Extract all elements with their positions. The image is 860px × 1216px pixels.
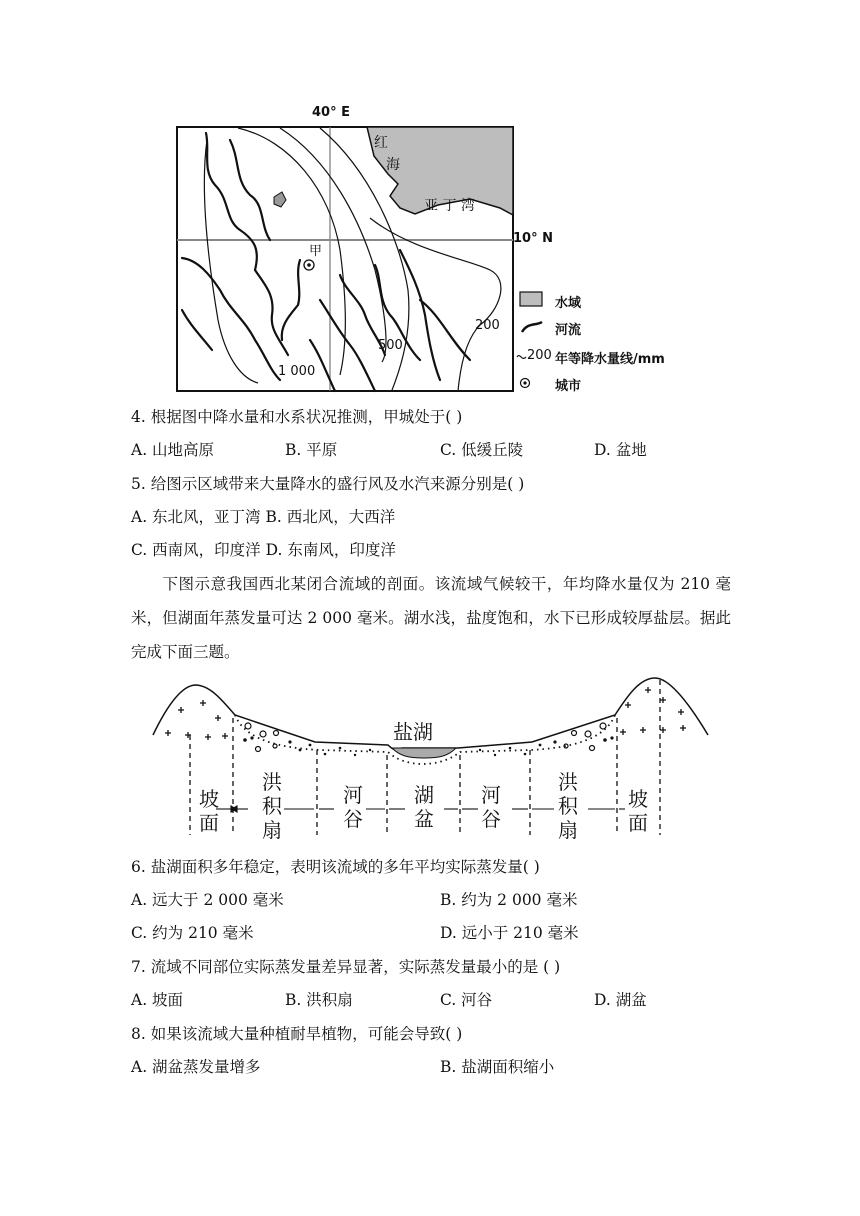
legend-water-label: 水域 — [555, 296, 582, 311]
legend-isohyet-label: 年等降水量线/mm — [555, 352, 665, 367]
q7-option-b: B. 洪积扇 — [285, 991, 353, 1009]
q7-option-c: C. 河谷 — [440, 991, 493, 1009]
latitude-label: 10° N — [513, 231, 553, 246]
q4-stem: 4. 根据图中降水量和水系状况推测，甲城处于( ) — [131, 408, 463, 426]
profile-figure — [150, 670, 715, 845]
longitude-label: 40° E — [312, 105, 350, 120]
q6-option-c: C. 约为 210 毫米 — [131, 924, 254, 942]
zone-lake-basin: 湖盆 — [414, 783, 434, 831]
zone-slope-left: 坡面 — [199, 787, 219, 835]
isohyet-label-200: 200 — [475, 318, 500, 333]
q7-option-d: D. 湖盆 — [594, 991, 647, 1009]
isohyet-1000 — [204, 140, 258, 383]
salt-lake-label: 盐湖 — [393, 720, 433, 744]
q7-stem: 7. 流域不同部位实际蒸发量差异显著，实际蒸发量最小的是 ( ) — [131, 958, 561, 976]
q8-option-b: B. 盐湖面积缩小 — [440, 1058, 555, 1076]
legend-water-swatch — [520, 292, 542, 306]
isohyet-label-500: 500 — [378, 338, 403, 353]
q8-stem: 8. 如果该流域大量种植耐旱植物，可能会导致( ) — [131, 1025, 463, 1043]
q7-option-a: A. 坡面 — [131, 991, 184, 1009]
q5-options-row1: A. 东北风，亚丁湾 B. 西北风，大西洋 — [131, 508, 396, 526]
legend-isohyet-sample: 200 — [527, 348, 552, 363]
legend-city-label: 城市 — [555, 379, 582, 394]
salt-lake — [392, 748, 456, 758]
q4-option-d: D. 盆地 — [594, 441, 647, 459]
lake — [274, 192, 286, 207]
city-label: 甲 — [309, 244, 323, 259]
legend-isohyet-symbol — [517, 356, 526, 359]
passage-text: 下图示意我国西北某闭合流域的剖面。该流域气候较干，年均降水量仅为 210 毫米，但湖面年蒸发量可达 2 000 毫米。湖水浅，盐度饱和，水下已形成较厚盐层。据此完成下面三题。 — [131, 575, 731, 661]
q4-option-b: B. 平原 — [285, 441, 338, 459]
gulf-label: 亚 丁 湾 — [424, 198, 475, 214]
q5-stem: 5. 给图示区域带来大量降水的盛行风及水汽来源分别是( ) — [131, 475, 525, 493]
q6-option-a: A. 远大于 2 000 毫米 — [131, 891, 284, 909]
legend-river-label: 河流 — [555, 323, 582, 338]
q8-option-a: A. 湖盆蒸发量增多 — [131, 1058, 261, 1076]
q4-option-c: C. 低缓丘陵 — [440, 441, 524, 459]
zone-slope-right: 坡面 — [628, 787, 648, 835]
zone-alluvial-fan-right: 洪积扇 — [558, 770, 578, 842]
passage — [131, 567, 731, 669]
q4-option-a: A. 山地高原 — [131, 441, 215, 459]
red-sea-label-2: 海 — [386, 157, 400, 173]
zone-valley-right: 河谷 — [481, 783, 501, 831]
q6-option-d: D. 远小于 210 毫米 — [440, 924, 579, 942]
legend-river-symbol — [522, 322, 542, 332]
red-sea-label-1: 红 — [374, 135, 388, 151]
isohyet-label-1000: 1 000 — [278, 364, 316, 379]
zone-alluvial-fan-left: 洪积扇 — [262, 770, 282, 842]
q6-option-b: B. 约为 2 000 毫米 — [440, 891, 578, 909]
q6-stem: 6. 盐湖面积多年稳定，表明该流域的多年平均实际蒸发量( ) — [131, 858, 540, 876]
zone-valley-left: 河谷 — [343, 783, 363, 831]
q5-options-row2: C. 西南风，印度洋 D. 东南风，印度洋 — [131, 541, 396, 559]
